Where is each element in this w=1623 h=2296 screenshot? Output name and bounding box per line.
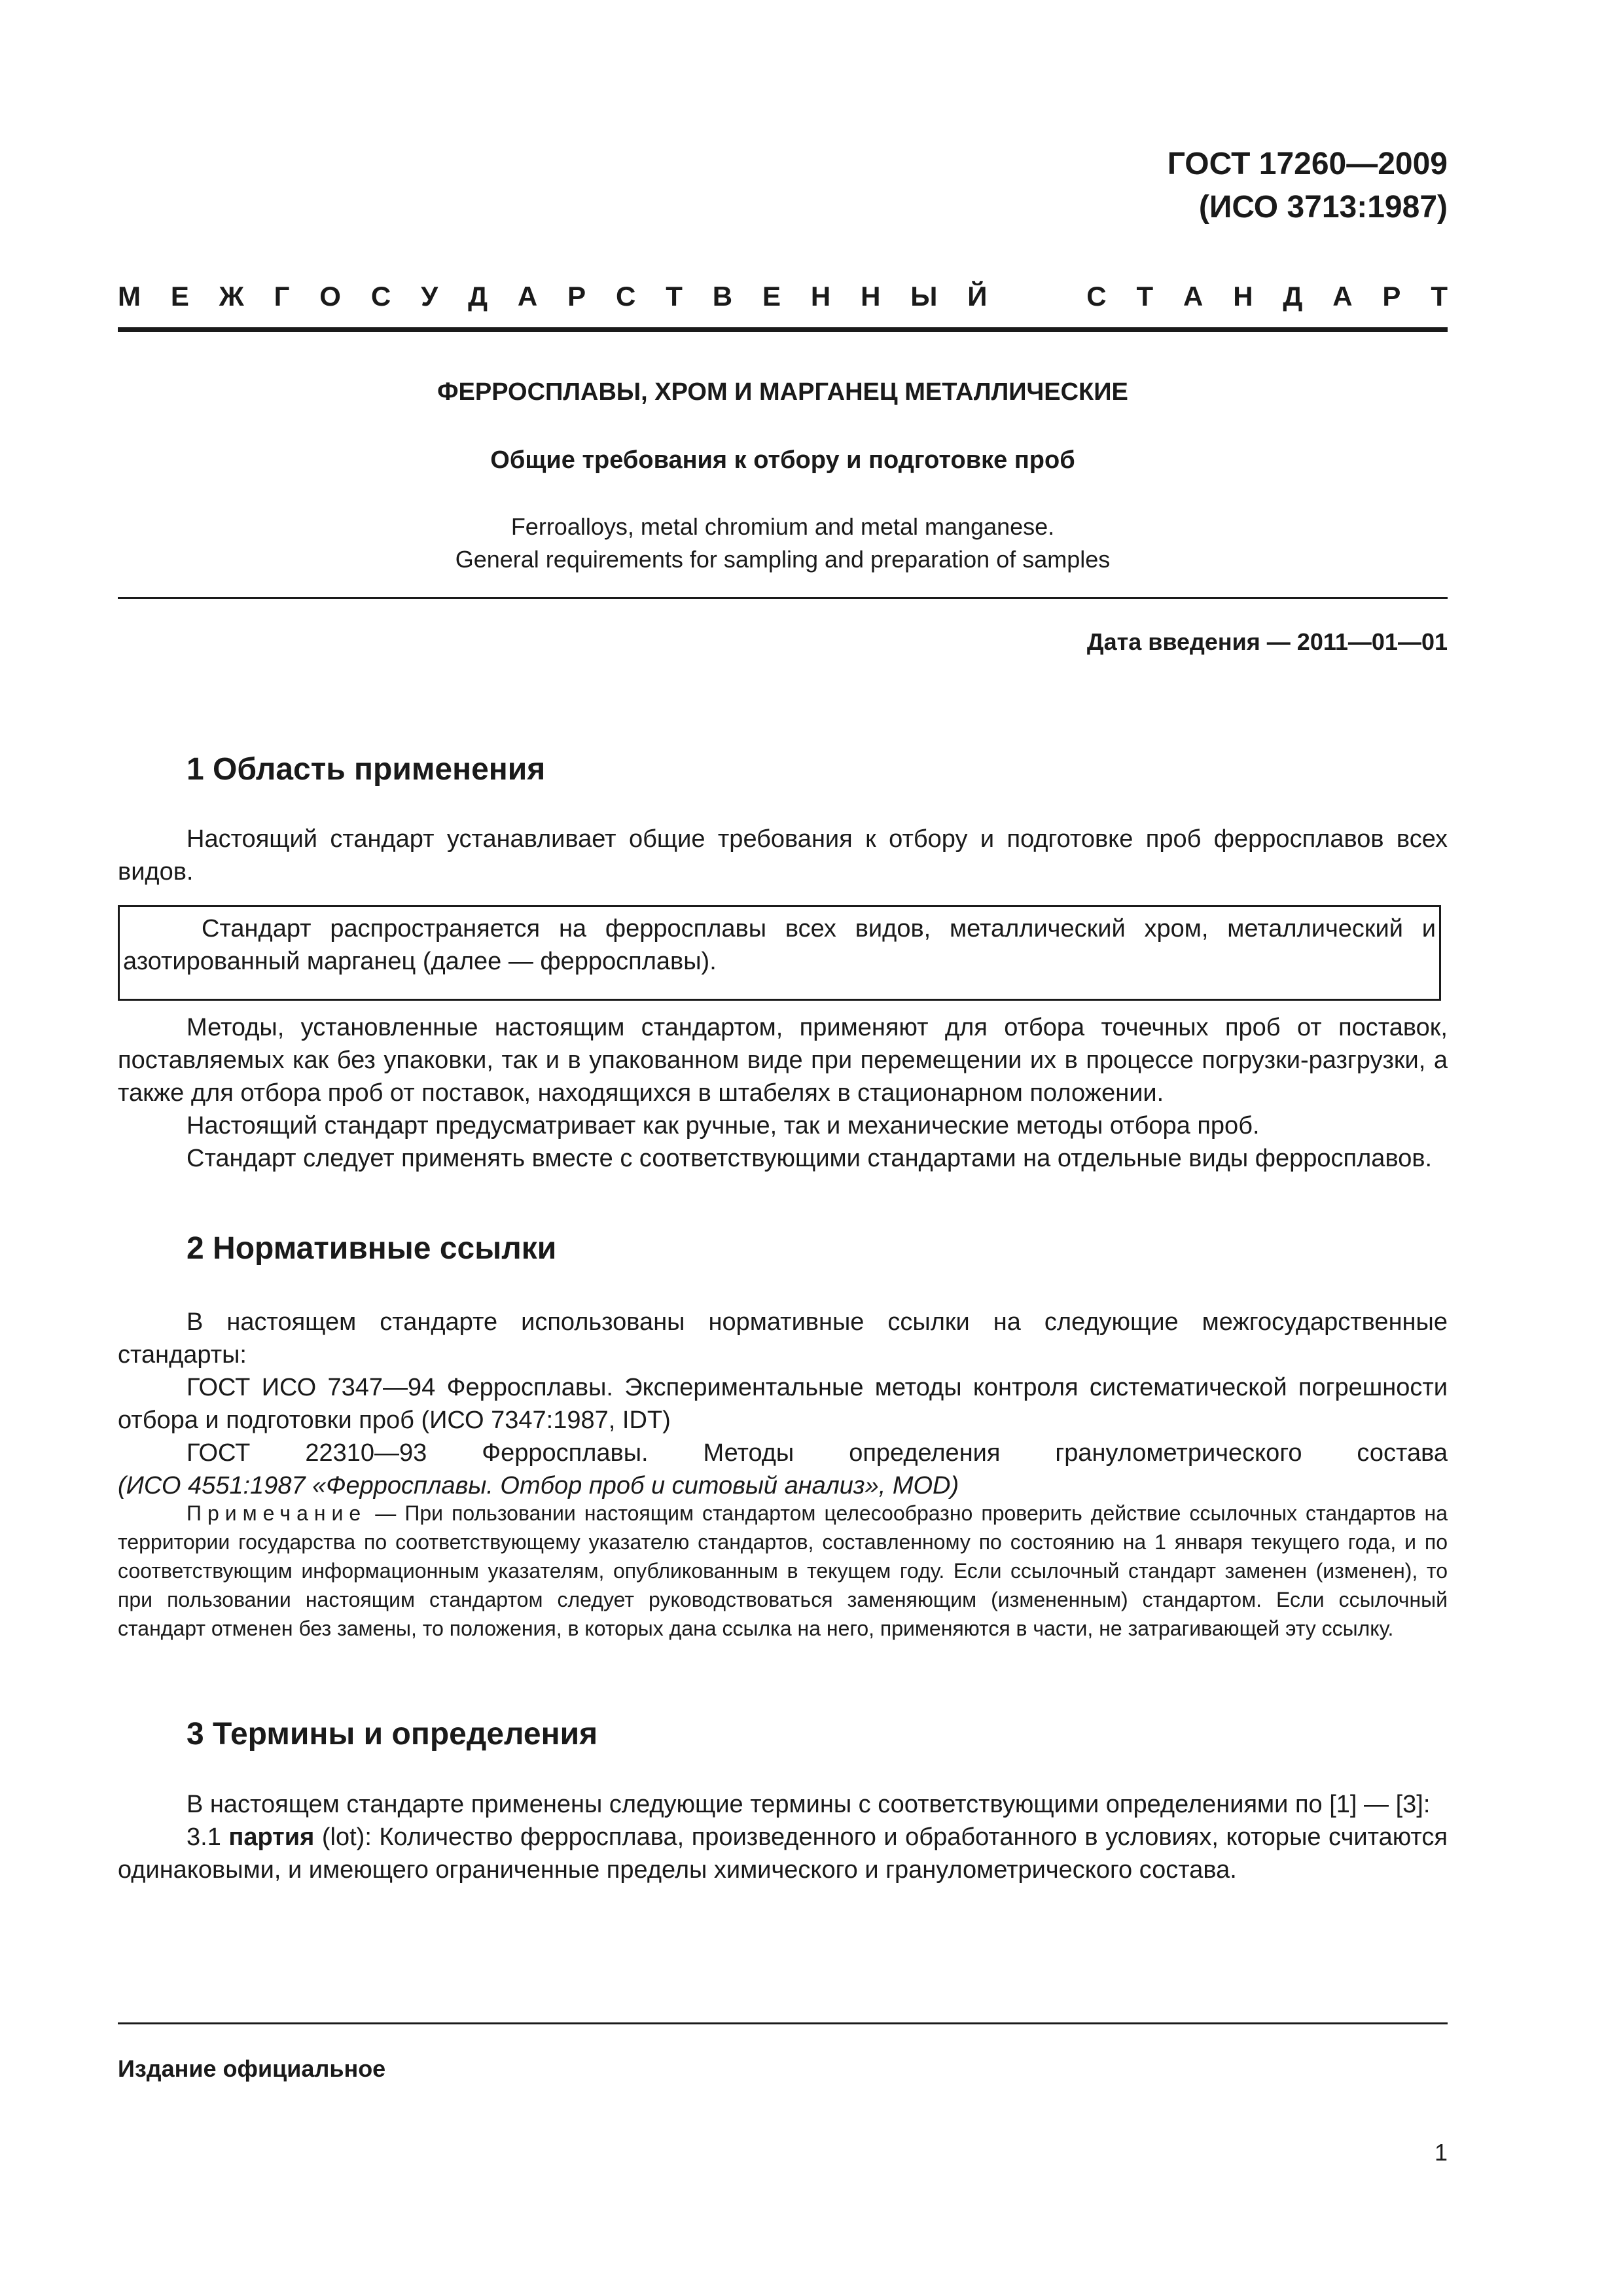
word1-letter: Р (567, 281, 586, 312)
s3-p1-text: В настоящем стандарте применены следующие термины с соответствующими определениями по [1] — [3]: (187, 1791, 1431, 1818)
s3-term-definition (118, 1821, 1448, 1886)
section-1-heading: 1 Область применения (187, 752, 546, 787)
word1-letter: Д (468, 281, 488, 312)
s2-ref2-italic-text: (ИСО 4551:1987 «Ферросплавы. Отбор проб и ситовый анализ», MOD) (118, 1472, 959, 1499)
gost-number: ГОСТ 17260—2009 (1167, 147, 1448, 181)
term-number: 3.1 (187, 1823, 229, 1851)
word1-letter: С (370, 281, 391, 312)
title-en-line1: Ferroalloys, metal chromium and metal manganese. (510, 513, 1055, 540)
word2-letter: Р (1382, 281, 1401, 312)
word1-letter: Т (666, 281, 683, 312)
word1-letter: Й (967, 281, 988, 312)
word1-letter: Н (810, 281, 831, 312)
document-subtitle: Общие требования к отбору и подготовке проб (490, 446, 1075, 474)
word1-letter: А (517, 281, 538, 312)
note-label: Примечание (187, 1501, 367, 1525)
iso-number: (ИСО 3713:1987) (1198, 190, 1448, 224)
s2-ref1-text: ГОСТ ИСО 7347—94 Ферросплавы. Экспериментальные методы контроля систематической погрешности отбора и подготовки проб (ИСО 7347:1987, IDT) (118, 1374, 1448, 1434)
s2-p1-text: В настоящем стандарте использованы нормативные ссылки на следующие межгосударственные стандарты: (118, 1308, 1448, 1369)
footer-rule (118, 2022, 1448, 2024)
interstate-standard-banner (118, 274, 1448, 319)
section-1-paragraph-1 (118, 823, 1448, 888)
s1-p3-text: Настоящий стандарт предусматривает как ручные, так и механические методы отбора проб. (187, 1112, 1260, 1139)
word1-letter: Е (762, 281, 781, 312)
word2-letter: Т (1431, 281, 1448, 312)
header-rule (118, 327, 1448, 332)
document-title-english (118, 511, 1448, 576)
section-3-paragraphs (118, 1788, 1448, 1886)
note-text: — При пользовании настоящим стандартом целесообразно проверить действие ссылочных стандартов на территории государства по соответствующему указателю стандартов, составленному по состоянию на 1 января текущего года, и по соответствующим информационным указателям, опубликованным в текущем году. Если ссылочный стандарт заменен (изменен), то при пользовании настоящим стандартом следует руководствоваться заменяющим (измененным) стандартом. Если ссылочный стандарт отменен без замены, то положения, в которых дана ссылка на него, применяются в части, не затрагивающей эту ссылку. (118, 1501, 1448, 1640)
word1-letter: Г (274, 281, 290, 312)
word2-letter: Т (1136, 281, 1154, 312)
s1-p2-text: Методы, установленные настоящим стандартом, применяют для отбора точечных проб от поставок, поставляемых как без упаковки, так и в упакованном виде при перемещении их в процессе погрузки-разгрузки, а также для отбора проб от поставок, находящихся в штабелях в стационарном положении. (118, 1014, 1448, 1107)
word2-letter: А (1332, 281, 1353, 312)
word1-letter: Ы (910, 281, 938, 312)
document-title: ФЕРРОСПЛАВЫ, ХРОМ И МАРГАНЕЦ МЕТАЛЛИЧЕСКИЕ (437, 378, 1128, 406)
section-2-heading: 2 Нормативные ссылки (187, 1231, 557, 1266)
s1-p1-text: Настоящий стандарт устанавливает общие требования к отбору и подготовке проб ферросплавов всех видов. (118, 825, 1448, 886)
word1-letter: У (421, 281, 438, 312)
word2-letter: Н (1233, 281, 1253, 312)
word2-letter: А (1183, 281, 1204, 312)
word1-letter: С (615, 281, 636, 312)
section-1-paragraphs (118, 1011, 1448, 1175)
title-en-line2: General requirements for sampling and preparation of samples (455, 546, 1111, 573)
word1-letter: Ж (219, 281, 244, 312)
title-rule (118, 597, 1448, 599)
page-number: 1 (1434, 2139, 1448, 2166)
section-2-note (118, 1499, 1448, 1643)
word2-letter: Д (1283, 281, 1303, 312)
gost-code-block (1168, 143, 1448, 229)
word1-letter: О (319, 281, 341, 312)
introduction-date: Дата введения — 2011—01—01 (1086, 628, 1448, 655)
section-1-boxed-note (118, 905, 1441, 1001)
section-2-paragraphs (118, 1306, 1448, 1502)
official-edition-label: Издание официальное (118, 2055, 386, 2082)
s2-ref2-text: ГОСТ 22310—93 Ферросплавы. Методы определения гранулометрического состава (187, 1439, 1448, 1467)
word1-letter: М (118, 281, 141, 312)
word1-letter: Н (861, 281, 881, 312)
word1-letter: Е (170, 281, 189, 312)
s1-p4-text: Стандарт следует применять вместе с соответствующими стандартами на отдельные виды ферросплавов. (187, 1145, 1433, 1172)
section-3-heading: 3 Термины и определения (187, 1717, 598, 1751)
word2-letter: С (1086, 281, 1107, 312)
term-name: партия (228, 1823, 315, 1851)
word1-letter: В (712, 281, 733, 312)
term-definition-text: (lot): Количество ферросплава, произведенного и обработанного в условиях, которые считаются одинаковыми, и имеющего ограниченные пределы химического и гранулометрического состава. (118, 1823, 1448, 1884)
s1-boxed-text: Стандарт распространяется на ферросплавы всех видов, металлический хром, металлический и азотированный марганец (далее — ферросплавы). (123, 915, 1436, 975)
